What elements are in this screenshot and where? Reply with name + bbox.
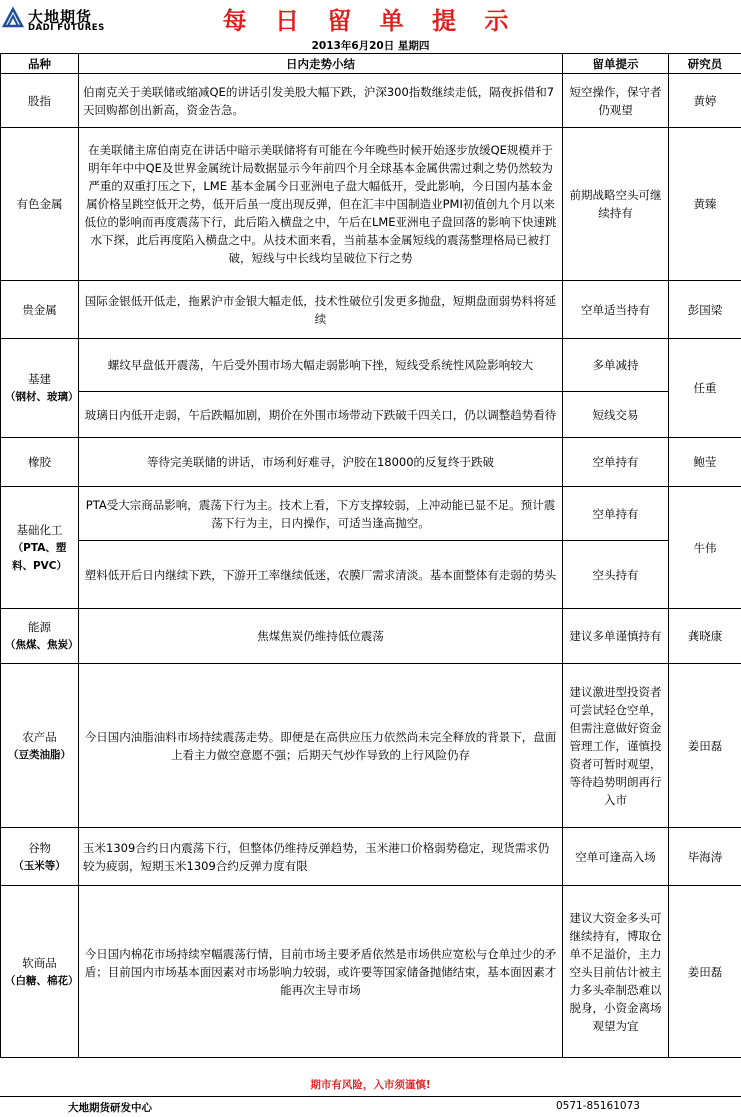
logo-english-name: DADI FUTURES [28, 23, 105, 33]
report-header [0, 0, 741, 36]
trend-cell: 今日国内油脂油料市场持续震荡走势。即便是在高供应压力依然尚未完全释放的背景下，盘面上看主力做空意愿不强；后期天气炒作导致的上行风险仍存 [79, 664, 563, 828]
researcher-cell: 任重 [669, 339, 741, 438]
header-researcher: 研究员 [669, 54, 741, 74]
trend-cell: 在美联储主席伯南克在讲话中暗示美联储将有可能在今年晚些时候开始逐步放缓QE规模并于明年年中中QE及世界金属统计局数据显示今年前四个月全球基本金属供需过剩之势仍然较为严重的双重打压之下，LME 基本金属今日亚洲电子盘大幅低开，受此影响，今日国内基本金属价格呈跳空低开之势，低开后虽一度出现反弹，但在汇丰中国制造业PMI初值创九个月以来低位的影响而再度震荡下行，此后陷入横盘之中，午后在LME亚洲电子盘回落的影响下快速跳水下探，此后再度陷入横盘之中。从技术面来看，当前基本金属短线的震荡整理格局已被打破，短线与中长线均呈破位下行之势 [79, 128, 563, 281]
report-date: 2013年6月20日 星期四 [0, 38, 741, 53]
category-cell: 有色金属 [1, 128, 79, 281]
category-cell: 股指 [1, 74, 79, 128]
trend-cell: 焦煤焦炭仍维持低位震荡 [79, 609, 563, 664]
trend-cell: 国际金银低开低走，拖累沪市金银大幅走低，技术性破位引发更多抛盘，短期盘面弱势料将延续 [79, 281, 563, 339]
category-cell [1, 828, 79, 886]
table-row [1, 438, 741, 487]
category-subtitle: （焦煤、焦炭） [5, 636, 74, 654]
researcher-cell: 姜田磊 [669, 886, 741, 1058]
category-name: 基建 [5, 370, 74, 388]
trend-cell: 今日国内棉花市场持续窄幅震荡行情，目前市场主要矛盾依然是市场供应宽松与仓单过少的矛盾；目前国内市场基本面因素对市场影响力较弱，或许要等国家储备抛储结束，基本面因素才能再次主导市场 [79, 886, 563, 1058]
category-cell: 贵金属 [1, 281, 79, 339]
category-cell [1, 487, 79, 609]
header-tip: 留单提示 [563, 54, 669, 74]
header-category: 品种 [1, 54, 79, 74]
category-subtitle: （玉米等） [5, 857, 74, 875]
table-row [1, 886, 741, 1058]
tip-cell: 建议大资金多头可继续持有，博取仓单不足溢价，主力空头目前估计被主力多头牵制恐难以脱身，小资金离场观望为宜 [563, 886, 669, 1058]
tip-cell: 多单减持 [563, 339, 669, 392]
tip-cell: 空单持有 [563, 487, 669, 541]
trend-cell: 伯南克关于美联储或缩减QE的讲话引发美股大幅下跌，沪深300指数继续走低，隔夜拆借和7天回购都创出新高，资金告急。 [79, 74, 563, 128]
tip-cell: 空单适当持有 [563, 281, 669, 339]
tip-cell: 空单可逢高入场 [563, 828, 669, 886]
footer-phone: 0571-85161073 [556, 1100, 640, 1112]
researcher-cell: 黄婷 [669, 74, 741, 128]
table-header-row [1, 54, 741, 74]
tip-cell: 短线交易 [563, 392, 669, 438]
page-title: 每 日 留 单 提 示 [0, 1, 741, 36]
trend-cell: 螺纹早盘低开震荡，午后受外围市场大幅走弱影响下挫，短线受系统性风险影响较大 [79, 339, 563, 392]
risk-notice: 期市有风险，入市须谨慎! [0, 1075, 741, 1095]
page-footer [0, 1096, 741, 1117]
header-trend: 日内走势小结 [79, 54, 563, 74]
researcher-cell: 鲍莹 [669, 438, 741, 487]
position-table [0, 53, 741, 1058]
table-row [1, 541, 741, 609]
table-row [1, 128, 741, 281]
trend-cell: 塑料低开后日内继续下跌，下游开工率继续低迷，农膜厂需求清淡。基本面整体有走弱的势头 [79, 541, 563, 609]
category-cell [1, 664, 79, 828]
tip-cell: 建议多单谨慎持有 [563, 609, 669, 664]
category-subtitle: （钢材、玻璃） [5, 388, 74, 406]
tip-cell: 前期战略空头可继续持有 [563, 128, 669, 281]
researcher-cell: 龚晓康 [669, 609, 741, 664]
researcher-cell: 姜田磊 [669, 664, 741, 828]
researcher-cell: 彭国梁 [669, 281, 741, 339]
tip-cell: 短空操作，保守者仍观望 [563, 74, 669, 128]
table-row [1, 281, 741, 339]
table-row [1, 74, 741, 128]
trend-cell: 玻璃日内低开走弱，午后跌幅加剧，期价在外围市场带动下跌破千四关口，仍以调整趋势看待 [79, 392, 563, 438]
researcher-cell: 牛伟 [669, 487, 741, 609]
table-row [1, 664, 741, 828]
category-subtitle: （PTA、塑料、PVC） [5, 539, 74, 575]
category-cell [1, 609, 79, 664]
researcher-cell: 黄臻 [669, 128, 741, 281]
category-name: 谷物 [5, 839, 74, 857]
trend-cell: PTA受大宗商品影响，震荡下行为主。技术上看，下方支撑较弱，上冲动能已显不足。预计震荡下行为主，日内操作，可适当逢高抛空。 [79, 487, 563, 541]
category-name: 软商品 [5, 954, 74, 972]
table-row [1, 828, 741, 886]
footer-org: 大地期货研发中心 [68, 1100, 152, 1115]
category-cell: 橡胶 [1, 438, 79, 487]
category-name: 能源 [5, 618, 74, 636]
table-row [1, 339, 741, 392]
category-cell [1, 339, 79, 438]
table-row [1, 392, 741, 438]
trend-cell: 等待完美联储的讲话，市场利好难寻，沪胶在18000的反复终于跌破 [79, 438, 563, 487]
category-name: 农产品 [5, 728, 74, 746]
tip-cell: 建议激进型投资者可尝试轻仓空单，但需注意做好资金管理工作，谨慎投资者可暂时观望，等待趋势明朗再行入市 [563, 664, 669, 828]
tip-cell: 空单持有 [563, 438, 669, 487]
table-row [1, 487, 741, 541]
tip-cell: 空头持有 [563, 541, 669, 609]
category-name: 基础化工 [5, 521, 74, 539]
category-subtitle: （豆类油脂） [5, 746, 74, 764]
logo-chinese-name: 大地期货 [28, 6, 92, 27]
trend-cell: 玉米1309合约日内震荡下行，但整体仍维持反弹趋势，玉米港口价格弱势稳定，现货需求仍较为疲弱，短期玉米1309合约反弹力度有限 [79, 828, 563, 886]
category-cell [1, 886, 79, 1058]
researcher-cell: 毕海涛 [669, 828, 741, 886]
table-row [1, 609, 741, 664]
category-subtitle: （白糖、棉花） [5, 972, 74, 990]
